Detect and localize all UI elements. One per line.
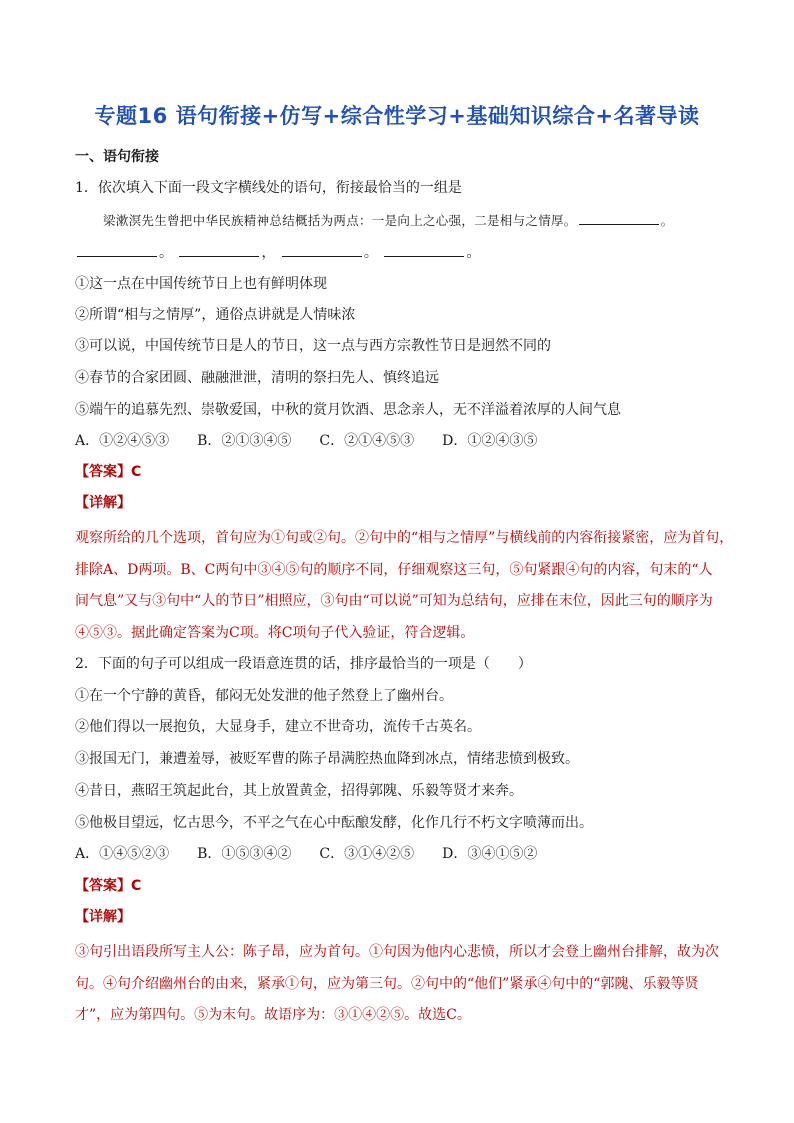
q2-explanation-line: ③句引出语段所写主人公：陈子昂，应为首句。①句因为他内心悲愤，所以才会登上幽州台排解，故为次 (75, 944, 719, 960)
q1-item: ①这一点在中国传统节日上也有鲜明体现 (75, 276, 327, 292)
q2-item: ①在一个宁静的黄昏，郁闷无处发泄的他子然登上了幽州台。 (75, 688, 453, 704)
q2-option-c: C．③①④②⑤ (319, 846, 415, 862)
q1-blank-punct: 。 (363, 245, 378, 261)
q1-answer: 【答案】C (75, 464, 142, 480)
q1-item: ④春节的合家团圆、融融泄泄，清明的祭扫先人、慎终追远 (75, 370, 439, 386)
q1-explanation-line: ④⑤③。据此确定答案为C项。将C项句子代入验证，符合逻辑。 (75, 625, 475, 641)
q2-answer: 【答案】C (75, 878, 142, 894)
q1-blank (77, 244, 157, 257)
q1-blank (179, 244, 259, 257)
q1-passage-text: 梁漱溟先生曾把中华民族精神总结概括为两点：一是向上之心强，二是相与之情厚。 (103, 213, 577, 228)
q1-option-a: A．①②④⑤③ (75, 433, 170, 449)
q1-explanation-line: 排除A、D两项。B、C两句中③④⑤句的顺序不同，仔细观察这三句，⑤句紧跟④句的内容，句末的“人 (75, 562, 713, 578)
q1-blank-punct: ， (261, 245, 276, 261)
q1-item: ③可以说，中国传统节日是人的节日，这一点与西方宗教性节日是迥然不同的 (75, 338, 551, 354)
q2-option-d: D．③④①⑤② (442, 846, 538, 862)
q2-explanation-line: 才”，应为第四句。⑤为末句。故语序为：③①④②⑤。故选C。 (75, 1007, 471, 1023)
q2-item: ⑤他极目望远，忆古思今，不平之气在心中酝酿发酵，化作几行不朽文字喷薄而出。 (75, 815, 593, 831)
q1-blank (579, 212, 659, 225)
q2-explanation-line: 句。④句介绍幽州台的由来，紧承①句，应为第三句。②句中的“他们”紧承④句中的“郭隗、乐毅等贤 (75, 976, 699, 992)
q2-item: ③报国无门，兼遭羞辱，被贬军曹的陈子昂满腔热血降到冰点，情绪悲愤到极致。 (75, 751, 579, 767)
q1-option-d: D．①②④③⑤ (442, 433, 538, 449)
q1-options (75, 430, 565, 450)
q1-blank (384, 244, 464, 257)
section-heading: 一、语句衔接 (75, 149, 159, 165)
q1-option-c: C．②①④⑤③ (319, 433, 415, 449)
q1-passage (103, 211, 673, 229)
q1-blank (282, 244, 362, 257)
page-title: 专题16 语句衔接+仿写+综合性学习+基础知识综合+名著导读 (94, 104, 700, 128)
q2-item: ④昔日，燕昭王筑起此台，其上放置黄金，招得郭隗、乐毅等贤才来奔。 (75, 783, 523, 799)
q2-stem: 2．下面的句子可以组成一段语意连贯的话，排序最恰当的一项是（ ） (75, 656, 532, 672)
q1-explanation-line: 观察所给的几个选项，首句应为①句或②句。②句中的“相与之情厚”与横线前的内容衔接紧密，应为首句， (75, 530, 734, 546)
q1-item: ⑤端午的追慕先烈、崇敬爱国，中秋的赏月饮酒、思念亲人，无不洋溢着浓厚的人间气息 (75, 402, 621, 418)
q1-blank-punct: 。 (660, 213, 674, 228)
q1-item: ②所谓“相与之情厚”，通俗点讲就是人情味浓 (75, 307, 356, 323)
q2-option-a: A．①④⑤②③ (75, 846, 170, 862)
q1-stem: 1．依次填入下面一段文字横线处的语句，衔接最恰当的一组是 (75, 180, 462, 196)
q1-explanation-line: 间气息”又与③句中“人的节日”相照应，③句由“可以说”可知为总结句，应排在末位，因此三句的顺序为 (75, 593, 713, 609)
q2-detail-label: 【详解】 (75, 909, 131, 925)
q2-options (75, 843, 565, 863)
q1-blank-punct: 。 (159, 245, 173, 261)
q2-option-b: B．①⑤③④② (197, 846, 292, 862)
q1-blank-row (75, 242, 480, 262)
q1-blank-punct: 。 (466, 245, 481, 261)
q2-item: ②他们得以一展抱负，大显身手，建立不世奇功，流传千古英名。 (75, 719, 481, 735)
q1-detail-label: 【详解】 (75, 495, 131, 511)
q1-option-b: B．②①③④⑤ (197, 433, 292, 449)
